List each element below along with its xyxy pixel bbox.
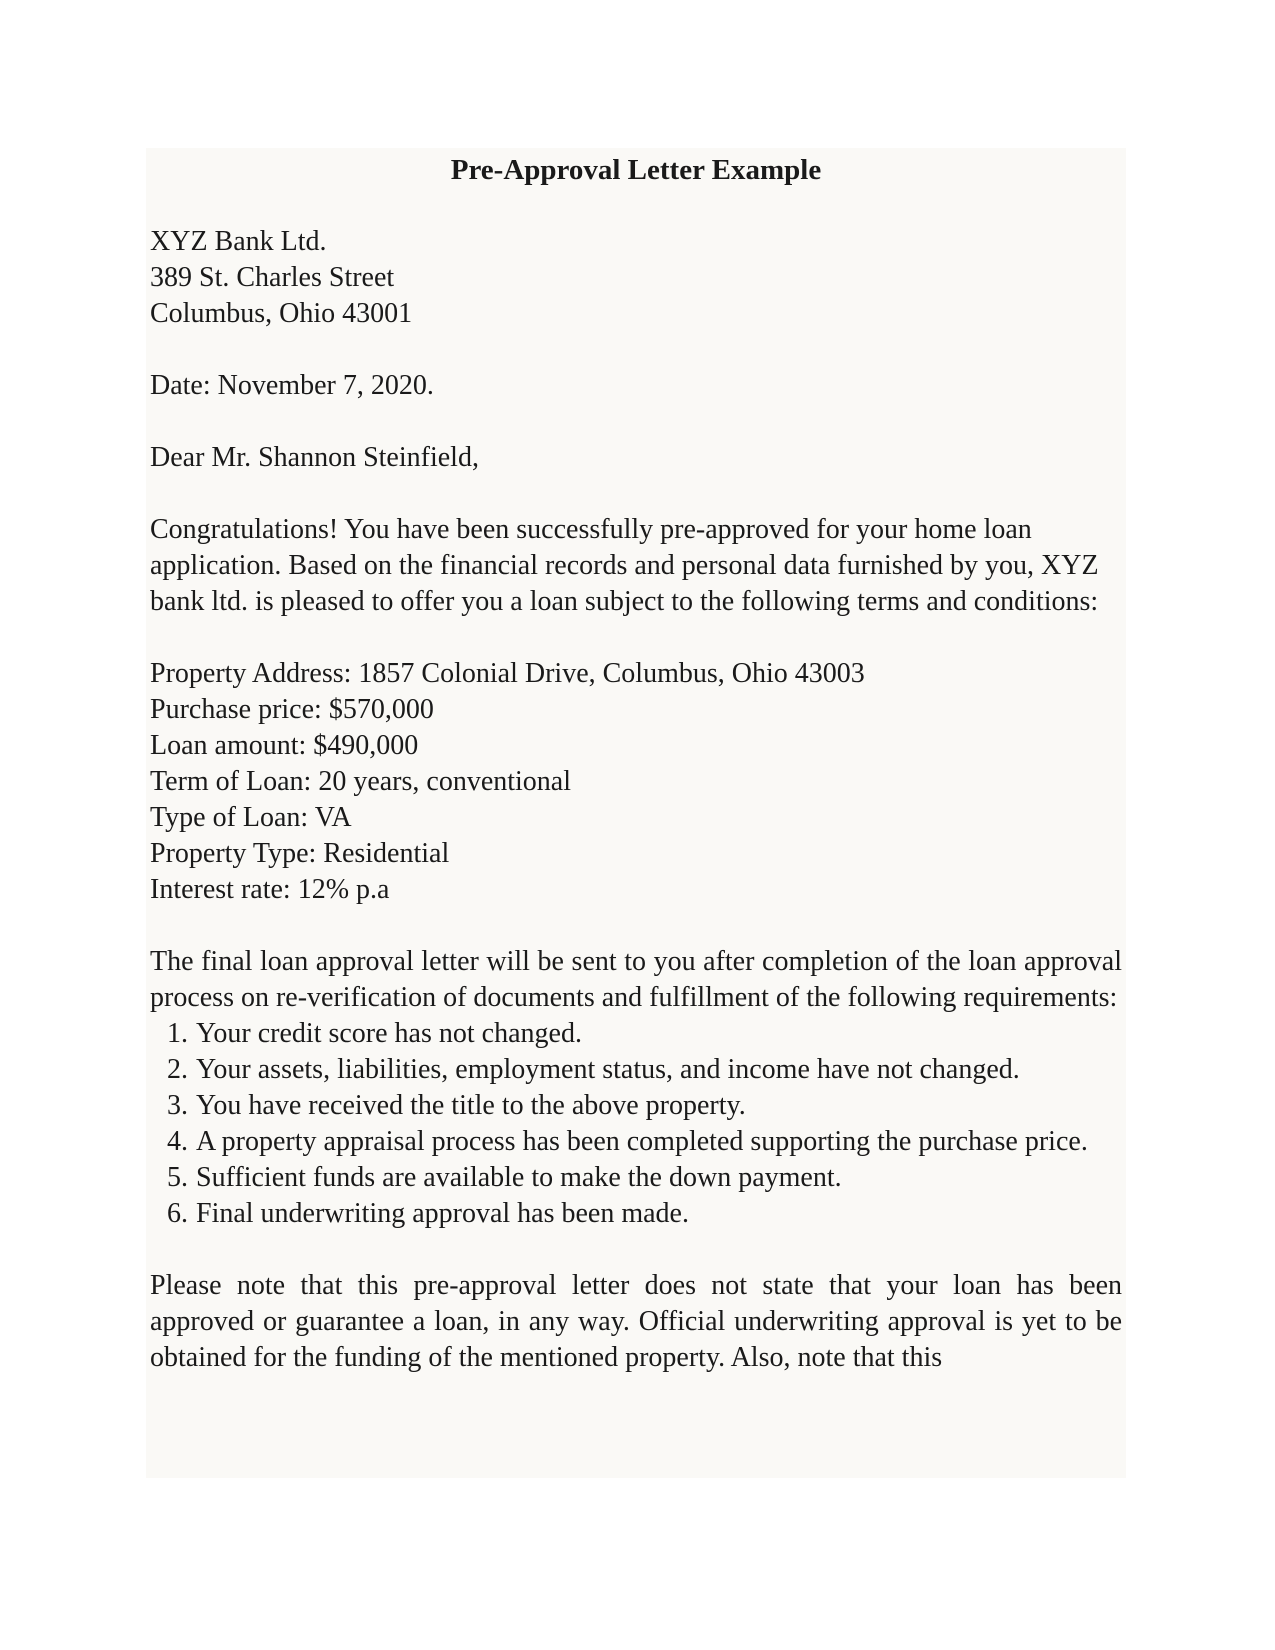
list-item-text: Your credit score has not changed. [196,1018,582,1049]
final-approval-paragraph: The final loan approval letter will be sent to you after completion of the loan approval process on re-verification of documents and fulfillment of the following requirements: [150,946,1122,1013]
requirements-list [150,1016,1122,1232]
salutation: Dear Mr. Shannon Steinfield, [150,442,479,473]
list-item-number: 6. [167,1198,188,1229]
sender-name: XYZ Bank Ltd. [150,226,327,257]
sender-city: Columbus, Ohio 43001 [150,298,413,329]
list-item-text: Sufficient funds are available to make the down payment. [196,1162,842,1193]
list-item [150,1124,1122,1160]
intro-paragraph: Congratulations! You have been successfully pre-approved for your home loan application. Based on the financial records and personal data furnished by you, XYZ bank ltd. is pleased to offer you a loan subject to the following terms and conditions: [150,514,1099,617]
list-item [150,1160,1122,1196]
list-item [150,1052,1122,1088]
list-item-number: 4. [167,1126,188,1157]
list-item-number: 5. [167,1162,188,1193]
list-item-text: Final underwriting approval has been made. [196,1198,689,1229]
term-loan-type: Type of Loan: VA [150,802,352,833]
term-loan-term: Term of Loan: 20 years, conventional [150,766,572,797]
term-property-address: Property Address: 1857 Colonial Drive, Columbus, Ohio 43003 [150,658,865,689]
list-item-number: 3. [167,1090,188,1121]
list-item [150,1196,1122,1232]
list-item-text: You have received the title to the above property. [196,1090,746,1121]
page-title: Pre-Approval Letter Example [450,154,822,186]
list-item-number: 2. [167,1054,188,1085]
letter-date: Date: November 7, 2020. [150,370,434,401]
term-property-type: Property Type: Residential [150,838,450,869]
list-item-text: A property appraisal process has been completed supporting the purchase price. [196,1126,1088,1157]
list-item-number: 1. [167,1018,188,1049]
list-item-text: Your assets, liabilities, employment status, and income have not changed. [196,1054,1020,1085]
term-purchase-price: Purchase price: $570,000 [150,694,434,725]
sender-street: 389 St. Charles Street [150,262,395,293]
term-interest-rate: Interest rate: 12% p.a [150,874,390,905]
letter-body [150,148,1122,1376]
list-item [150,1088,1122,1124]
list-item [150,1016,1122,1052]
loan-terms [150,656,1122,908]
disclaimer-paragraph: Please note that this pre-approval letter does not state that your loan has been approved or guarantee a loan, in any way. Official underwriting approval is yet to be obtained for the funding of the mentioned property. Also, note that this [150,1270,1122,1373]
sender-address [150,224,1122,332]
term-loan-amount: Loan amount: $490,000 [150,730,419,761]
